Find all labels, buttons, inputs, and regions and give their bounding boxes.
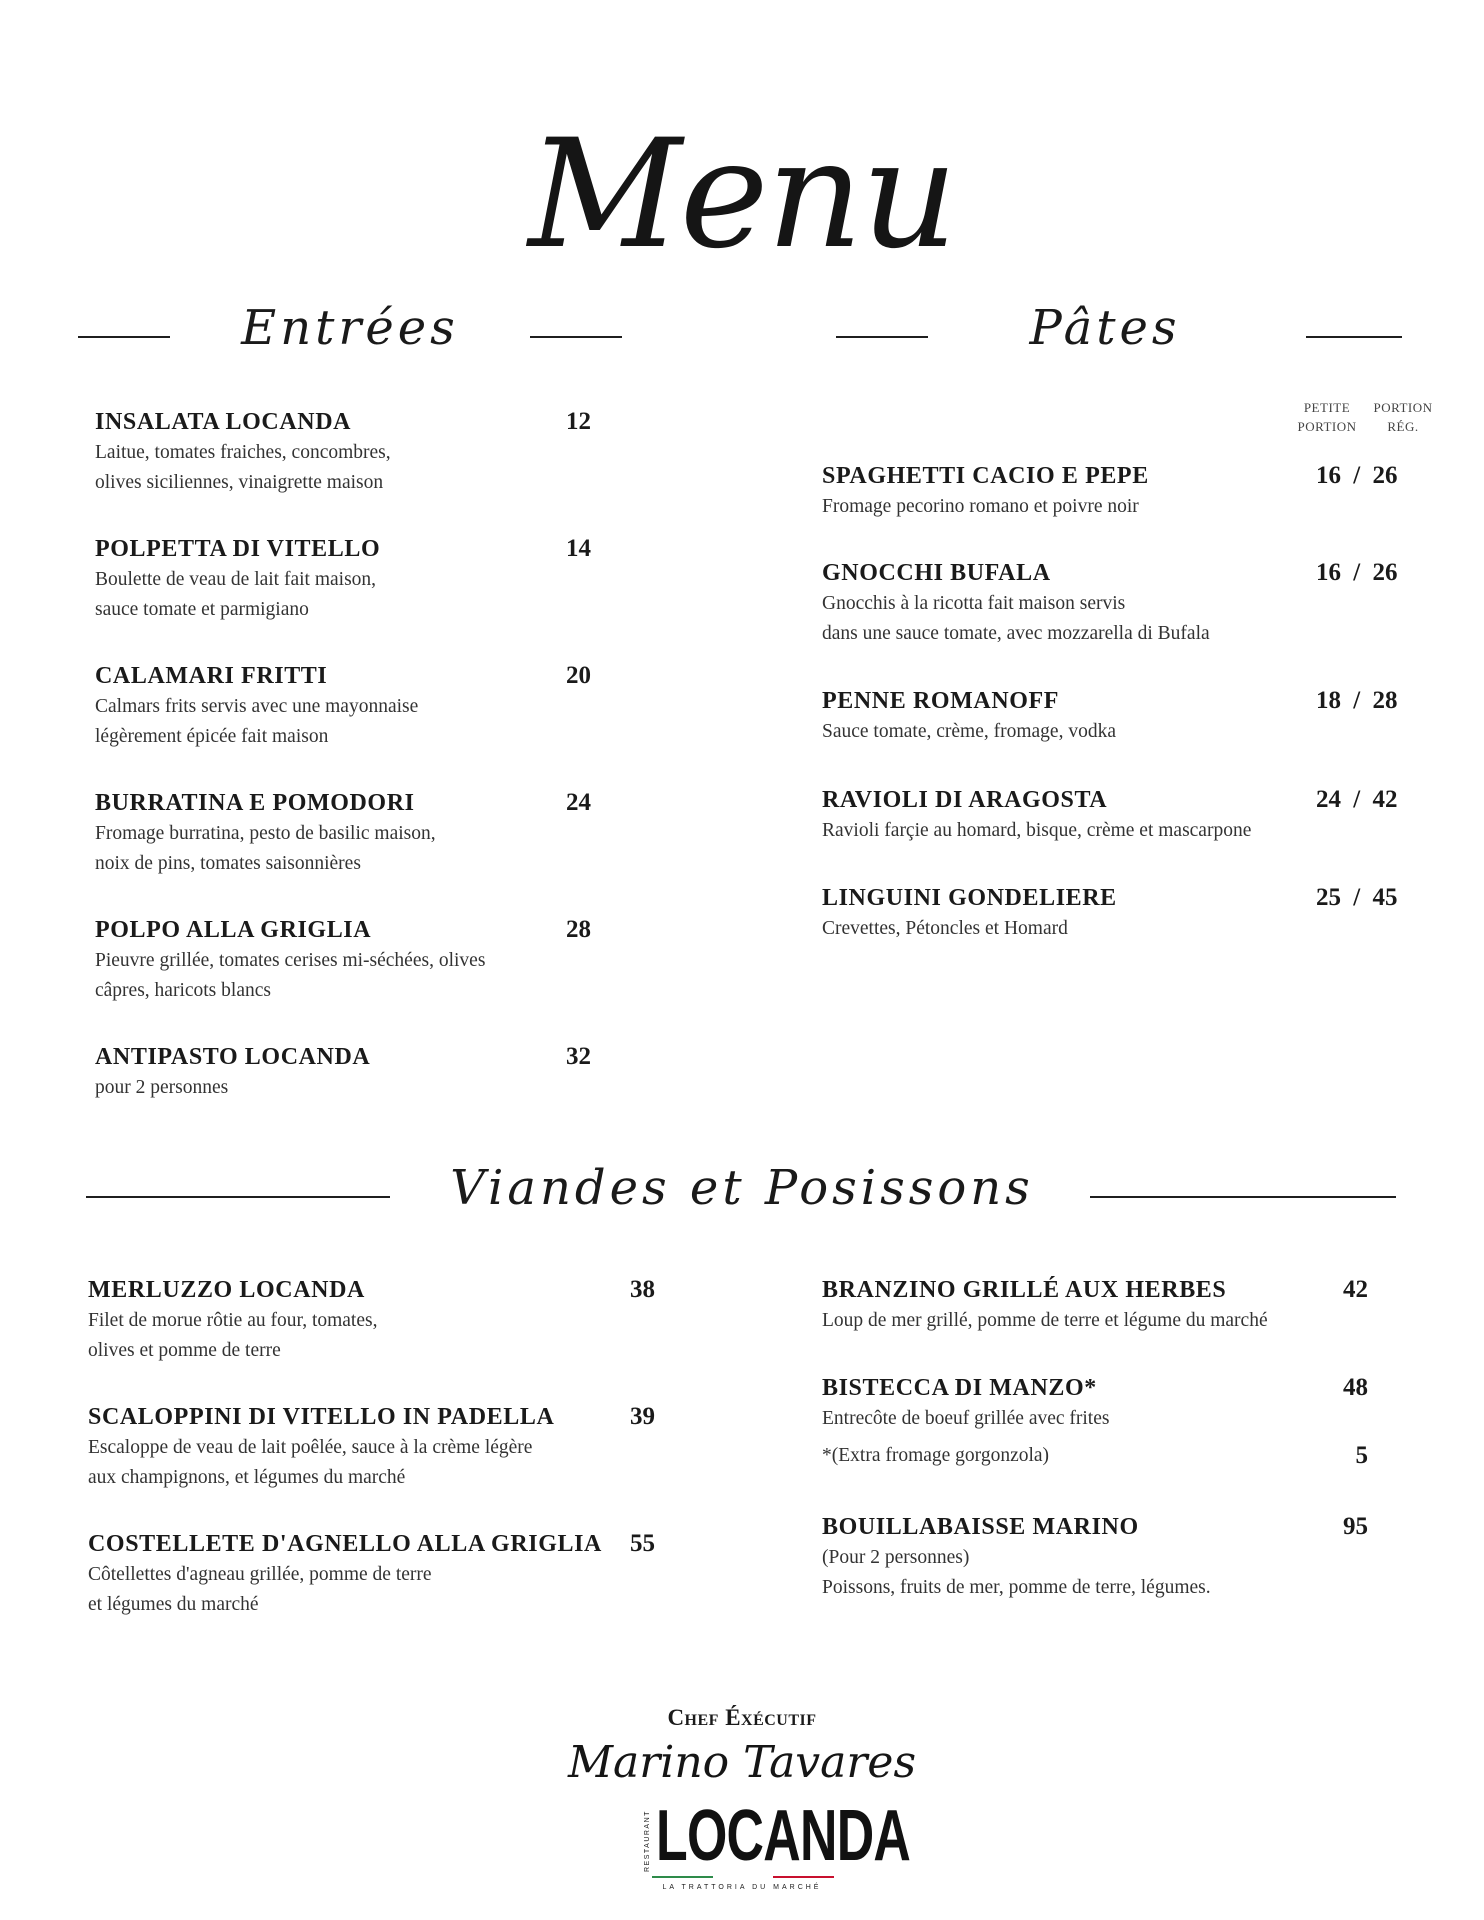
dish-description: Poissons, fruits de mer, pomme de terre, légumes. [822, 1577, 1211, 1598]
dish-spaghetti-cacio-e-pepe [822, 461, 1149, 521]
divider [78, 336, 170, 338]
stripe-green [652, 1876, 713, 1878]
dish-name: COSTELLETE D'AGNELLO ALLA GRIGLIA [88, 1531, 602, 1557]
dish-bistecca-di-manzo [822, 1373, 1109, 1433]
column-header-small-portion [1290, 398, 1364, 436]
dish-price-pair: 24 / 42 [1316, 786, 1398, 813]
extra-price: 5 [1355, 1442, 1368, 1469]
dish-calamari-fritti [95, 661, 418, 751]
dish-name: SPAGHETTI CACIO E PEPE [822, 463, 1149, 489]
price-small: 16 [1316, 559, 1341, 586]
dish-description: Fromage burratina, pesto de basilic maison, [95, 823, 436, 844]
dish-branzino-grille [822, 1275, 1268, 1335]
dish-name: CALAMARI FRITTI [95, 663, 328, 689]
dish-name: ANTIPASTO LOCANDA [95, 1044, 371, 1070]
dish-gnocchi-bufala [822, 558, 1210, 648]
dish-description: légèrement épicée fait maison [95, 726, 329, 747]
dish-description: dans une sauce tomate, avec mozzarella di Bufala [822, 623, 1210, 644]
extra-gorgonzola-note: *(Extra fromage gorgonzola) [822, 1445, 1050, 1466]
logo-flag-stripes [652, 1876, 834, 1878]
dish-polpo-alla-griglia [95, 915, 485, 1005]
dish-price: 12 [566, 408, 591, 435]
dish-description: olives et pomme de terre [88, 1340, 281, 1361]
dish-description: Sauce tomate, crème, fromage, vodka [822, 721, 1116, 742]
logo-wordmark: LOCANDA [656, 1796, 911, 1876]
dish-price-pair: 25 / 45 [1316, 884, 1398, 911]
dish-ravioli-di-aragosta [822, 785, 1251, 845]
dish-description: câpres, haricots blancs [95, 980, 271, 1001]
price-small: 18 [1316, 687, 1341, 714]
price-regular: 42 [1372, 786, 1398, 813]
price-regular: 28 [1372, 687, 1398, 714]
restaurant-logo [642, 1796, 911, 1900]
dish-price-pair: 16 / 26 [1316, 559, 1398, 586]
dish-name: BURRATINA E POMODORI [95, 790, 415, 816]
chef-label: Chef Éxécutif [667, 1705, 817, 1730]
dish-scaloppini-di-vitello [88, 1402, 554, 1492]
dish-name: GNOCCHI BUFALA [822, 560, 1051, 586]
dish-price: 20 [566, 662, 591, 689]
divider [86, 1196, 390, 1198]
dish-price: 95 [1343, 1513, 1368, 1540]
dish-price-pair: 18 / 28 [1316, 687, 1398, 714]
dish-description: aux champignons, et légumes du marché [88, 1467, 406, 1488]
stripe-white [713, 1876, 774, 1878]
dish-burratina-e-pomodori [95, 788, 436, 878]
price-regular: 26 [1372, 559, 1398, 586]
price-small: 16 [1316, 462, 1341, 489]
dish-description: pour 2 personnes [95, 1077, 229, 1098]
dish-costellete-dagnello [88, 1529, 602, 1619]
dish-price: 42 [1343, 1276, 1368, 1303]
price-small: 25 [1316, 884, 1341, 911]
dish-price: 24 [566, 789, 591, 816]
dish-name: PENNE ROMANOFF [822, 688, 1060, 714]
dish-name: RAVIOLI DI ARAGOSTA [822, 787, 1108, 813]
dish-description: Escaloppe de veau de lait poêlée, sauce à la crème légère [88, 1437, 533, 1458]
dish-description: Filet de morue rôtie au four, tomates, [88, 1310, 378, 1331]
dish-penne-romanoff [822, 686, 1116, 746]
dish-merluzzo-locanda [88, 1275, 377, 1365]
dish-name: POLPO ALLA GRIGLIA [95, 917, 372, 943]
dish-description: (Pour 2 personnes) [822, 1547, 970, 1568]
column-header-regular-portion [1366, 398, 1440, 436]
dish-price: 39 [630, 1403, 655, 1430]
column-header-line: PORTION [1373, 400, 1433, 415]
dish-description: Crevettes, Pétoncles et Homard [822, 918, 1068, 939]
dish-description: Loup de mer grillé, pomme de terre et légume du marché [822, 1310, 1268, 1331]
dish-name: LINGUINI GONDELIERE [822, 885, 1117, 911]
chef-signature: Marino Tavares [567, 1737, 917, 1788]
dish-description: et légumes du marché [88, 1594, 259, 1615]
dish-price: 14 [566, 535, 591, 562]
divider [1306, 336, 1402, 338]
dish-price: 28 [566, 916, 591, 943]
dish-name: INSALATA LOCANDA [95, 409, 352, 435]
dish-description: Entrecôte de boeuf grillée avec frites [822, 1408, 1110, 1429]
divider [836, 336, 928, 338]
dish-price: 55 [630, 1530, 655, 1557]
dish-name: SCALOPPINI DI VITELLO IN PADELLA [88, 1404, 555, 1430]
dish-description: Gnocchis à la ricotta fait maison servis [822, 593, 1126, 614]
dish-description: Ravioli farçie au homard, bisque, crème et mascarpone [822, 820, 1252, 841]
section-title-viandes: Viandes et Posissons [450, 1160, 1034, 1216]
divider [530, 336, 622, 338]
dish-linguini-gondeliere [822, 883, 1117, 943]
section-title-pates: Pâtes [1029, 300, 1181, 356]
dish-price-pair: 16 / 26 [1316, 462, 1398, 489]
dish-insalata-locanda [95, 407, 391, 497]
dish-description: noix de pins, tomates saisonnières [95, 853, 361, 874]
price-regular: 26 [1372, 462, 1398, 489]
menu-title: Menu [528, 108, 956, 282]
dish-price: 38 [630, 1276, 655, 1303]
dish-name: POLPETTA DI VITELLO [95, 536, 381, 562]
dish-description: sauce tomate et parmigiano [95, 599, 309, 620]
dish-description: Pieuvre grillée, tomates cerises mi-séchées, olives [95, 950, 486, 971]
dish-polpetta-di-vitello [95, 534, 380, 624]
dish-price: 48 [1343, 1374, 1368, 1401]
dish-description: Laitue, tomates fraiches, concombres, [95, 442, 391, 463]
column-header-line: PETITE [1303, 400, 1351, 415]
dish-name: BRANZINO GRILLÉ AUX HERBES [822, 1277, 1227, 1303]
dish-description: Boulette de veau de lait fait maison, [95, 569, 377, 590]
dish-antipasto-locanda [95, 1042, 370, 1102]
dish-description: olives siciliennes, vinaigrette maison [95, 472, 384, 493]
logo-side-text: RESTAURANT [644, 1810, 651, 1872]
price-small: 24 [1316, 786, 1341, 813]
dish-description: Fromage pecorino romano et poivre noir [822, 496, 1139, 517]
dish-price: 32 [566, 1043, 591, 1070]
dish-name: MERLUZZO LOCANDA [88, 1277, 365, 1303]
column-header-line: RÉG. [1387, 419, 1419, 434]
divider [1090, 1196, 1396, 1198]
section-title-entrees: Entrées [241, 300, 459, 356]
dish-name: BISTECCA DI MANZO* [822, 1375, 1097, 1401]
price-regular: 45 [1372, 884, 1398, 911]
column-header-line: PORTION [1297, 419, 1357, 434]
dish-description: Côtellettes d'agneau grillée, pomme de terre [88, 1564, 432, 1585]
dish-description: Calmars frits servis avec une mayonnaise [95, 696, 419, 717]
stripe-red [773, 1876, 834, 1878]
dish-name: BOUILLABAISSE MARINO [822, 1514, 1139, 1540]
logo-tagline: LA TRATTORIA DU MARCHÉ [662, 1884, 822, 1891]
dish-bouillabaisse-marino [822, 1512, 1211, 1602]
